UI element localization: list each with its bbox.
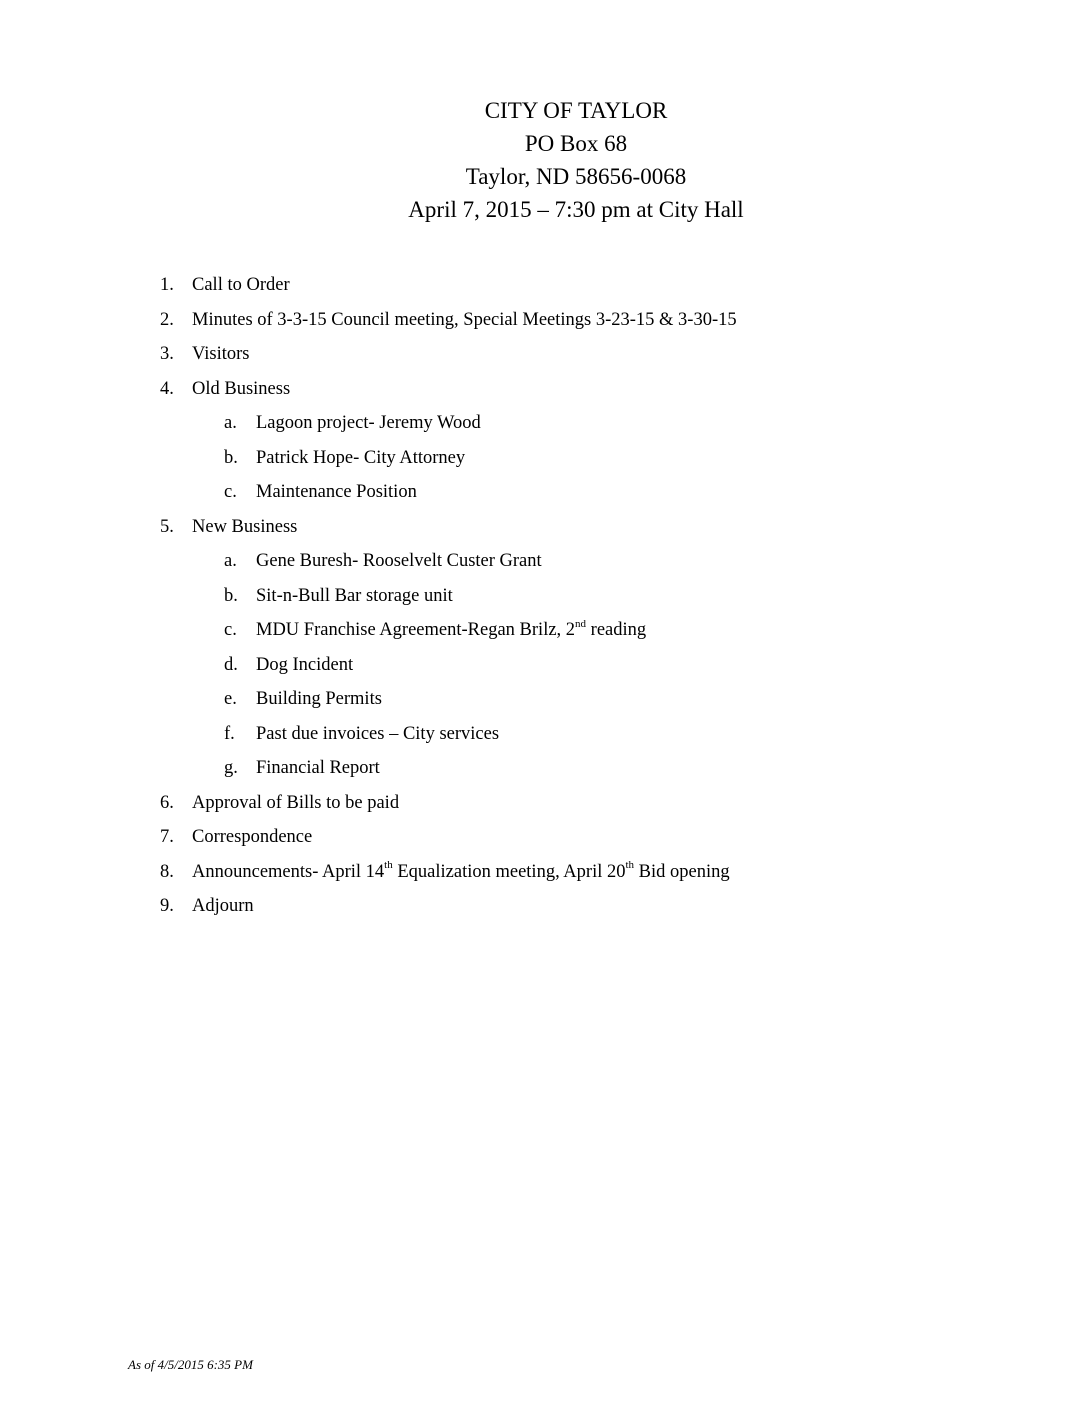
footer-timestamp: As of 4/5/2015 6:35 PM	[128, 1357, 253, 1372]
agenda-subitem-building-permits	[160, 684, 860, 719]
subitem-text: Building Permits	[256, 689, 382, 709]
item-text: Minutes of 3-3-15 Council meeting, Special Meetings 3-23-15 & 3-30-15	[192, 309, 737, 330]
item-text	[192, 857, 730, 887]
item-number: 1.	[160, 275, 174, 295]
subitem-letter: c.	[224, 620, 237, 640]
agenda-item-old-business	[160, 374, 860, 409]
item-text: Visitors	[192, 344, 250, 364]
item-number: 5.	[160, 516, 174, 537]
agenda-item-approval-of-bills	[160, 788, 860, 823]
ordinal-suffix: th	[625, 859, 635, 872]
subitem-text: Financial Report	[256, 758, 380, 778]
subitem-text: Past due invoices – City services	[256, 723, 500, 744]
agenda-item-announcements	[160, 857, 860, 892]
subitem-text: Lagoon project- Jeremy Wood	[256, 413, 481, 433]
po-box: PO Box 68	[524, 131, 628, 156]
agenda-subitem-past-due-invoices	[160, 719, 860, 754]
agenda-item-new-business	[160, 512, 860, 547]
subitem-letter: b.	[224, 447, 238, 468]
subitem-text: Maintenance Position	[256, 482, 417, 502]
subitem-text: Dog Incident	[256, 654, 354, 675]
subitem-letter: e.	[224, 689, 237, 709]
item-number: 8.	[160, 861, 174, 882]
subitem-letter: c.	[224, 482, 237, 502]
item-text: Old Business	[192, 378, 291, 399]
subitem-text: Sit-n-Bull Bar storage unit	[256, 585, 453, 606]
agenda-subitem-financial-report	[160, 753, 860, 788]
document-header	[0, 94, 1088, 226]
subitem-letter: g.	[224, 758, 238, 778]
agenda-subitem-storage-unit	[160, 581, 860, 616]
subitem-letter: a.	[224, 551, 237, 571]
ordinal-suffix: nd	[575, 617, 587, 630]
agenda-subitem-lagoon-project	[160, 408, 860, 443]
subitem-text-tail: reading	[586, 620, 647, 640]
agenda-item-call-to-order	[160, 270, 860, 305]
agenda-item-minutes	[160, 305, 860, 340]
item-number: 3.	[160, 344, 174, 364]
agenda-item-correspondence	[160, 822, 860, 857]
subitem-letter: b.	[224, 585, 238, 606]
subitem-text-main: MDU Franchise Agreement-Regan Brilz, 2	[256, 620, 576, 640]
announcement-text-3: Bid opening	[634, 861, 730, 882]
agenda-item-adjourn	[160, 891, 860, 926]
subitem-text: Patrick Hope- City Attorney	[256, 447, 466, 468]
city-name: CITY OF TAYLOR	[484, 98, 668, 123]
item-text: Approval of Bills to be paid	[192, 792, 400, 813]
agenda-subitem-mdu-franchise	[160, 615, 860, 650]
subitem-letter: a.	[224, 413, 237, 433]
item-number: 7.	[160, 827, 174, 847]
agenda-subitem-maintenance-position	[160, 477, 860, 512]
city-address: Taylor, ND 58656-0068	[465, 164, 687, 189]
item-text: New Business	[192, 516, 298, 537]
ordinal-suffix: th	[384, 859, 393, 872]
item-number: 2.	[160, 309, 174, 330]
item-text: Call to Order	[192, 275, 290, 295]
agenda-subitem-custer-grant	[160, 546, 860, 581]
agenda-subitem-city-attorney	[160, 443, 860, 478]
agenda-item-visitors	[160, 339, 860, 374]
item-text: Correspondence	[192, 827, 313, 847]
subitem-text: Gene Buresh- Rooselvelt Custer Grant	[256, 551, 542, 571]
announcement-text-2: Equalization meeting, April 20	[392, 861, 626, 882]
subitem-letter: f.	[224, 723, 235, 744]
agenda-list	[160, 270, 860, 926]
item-number: 9.	[160, 896, 174, 916]
item-number: 4.	[160, 378, 174, 399]
item-text: Adjourn	[192, 896, 254, 916]
subitem-letter: d.	[224, 654, 238, 675]
item-number: 6.	[160, 792, 174, 813]
announcement-text-1: Announcements- April 14	[192, 861, 385, 882]
subitem-text	[256, 615, 646, 645]
meeting-date-time: April 7, 2015 – 7:30 pm at City Hall	[408, 197, 744, 222]
agenda-subitem-dog-incident	[160, 650, 860, 685]
